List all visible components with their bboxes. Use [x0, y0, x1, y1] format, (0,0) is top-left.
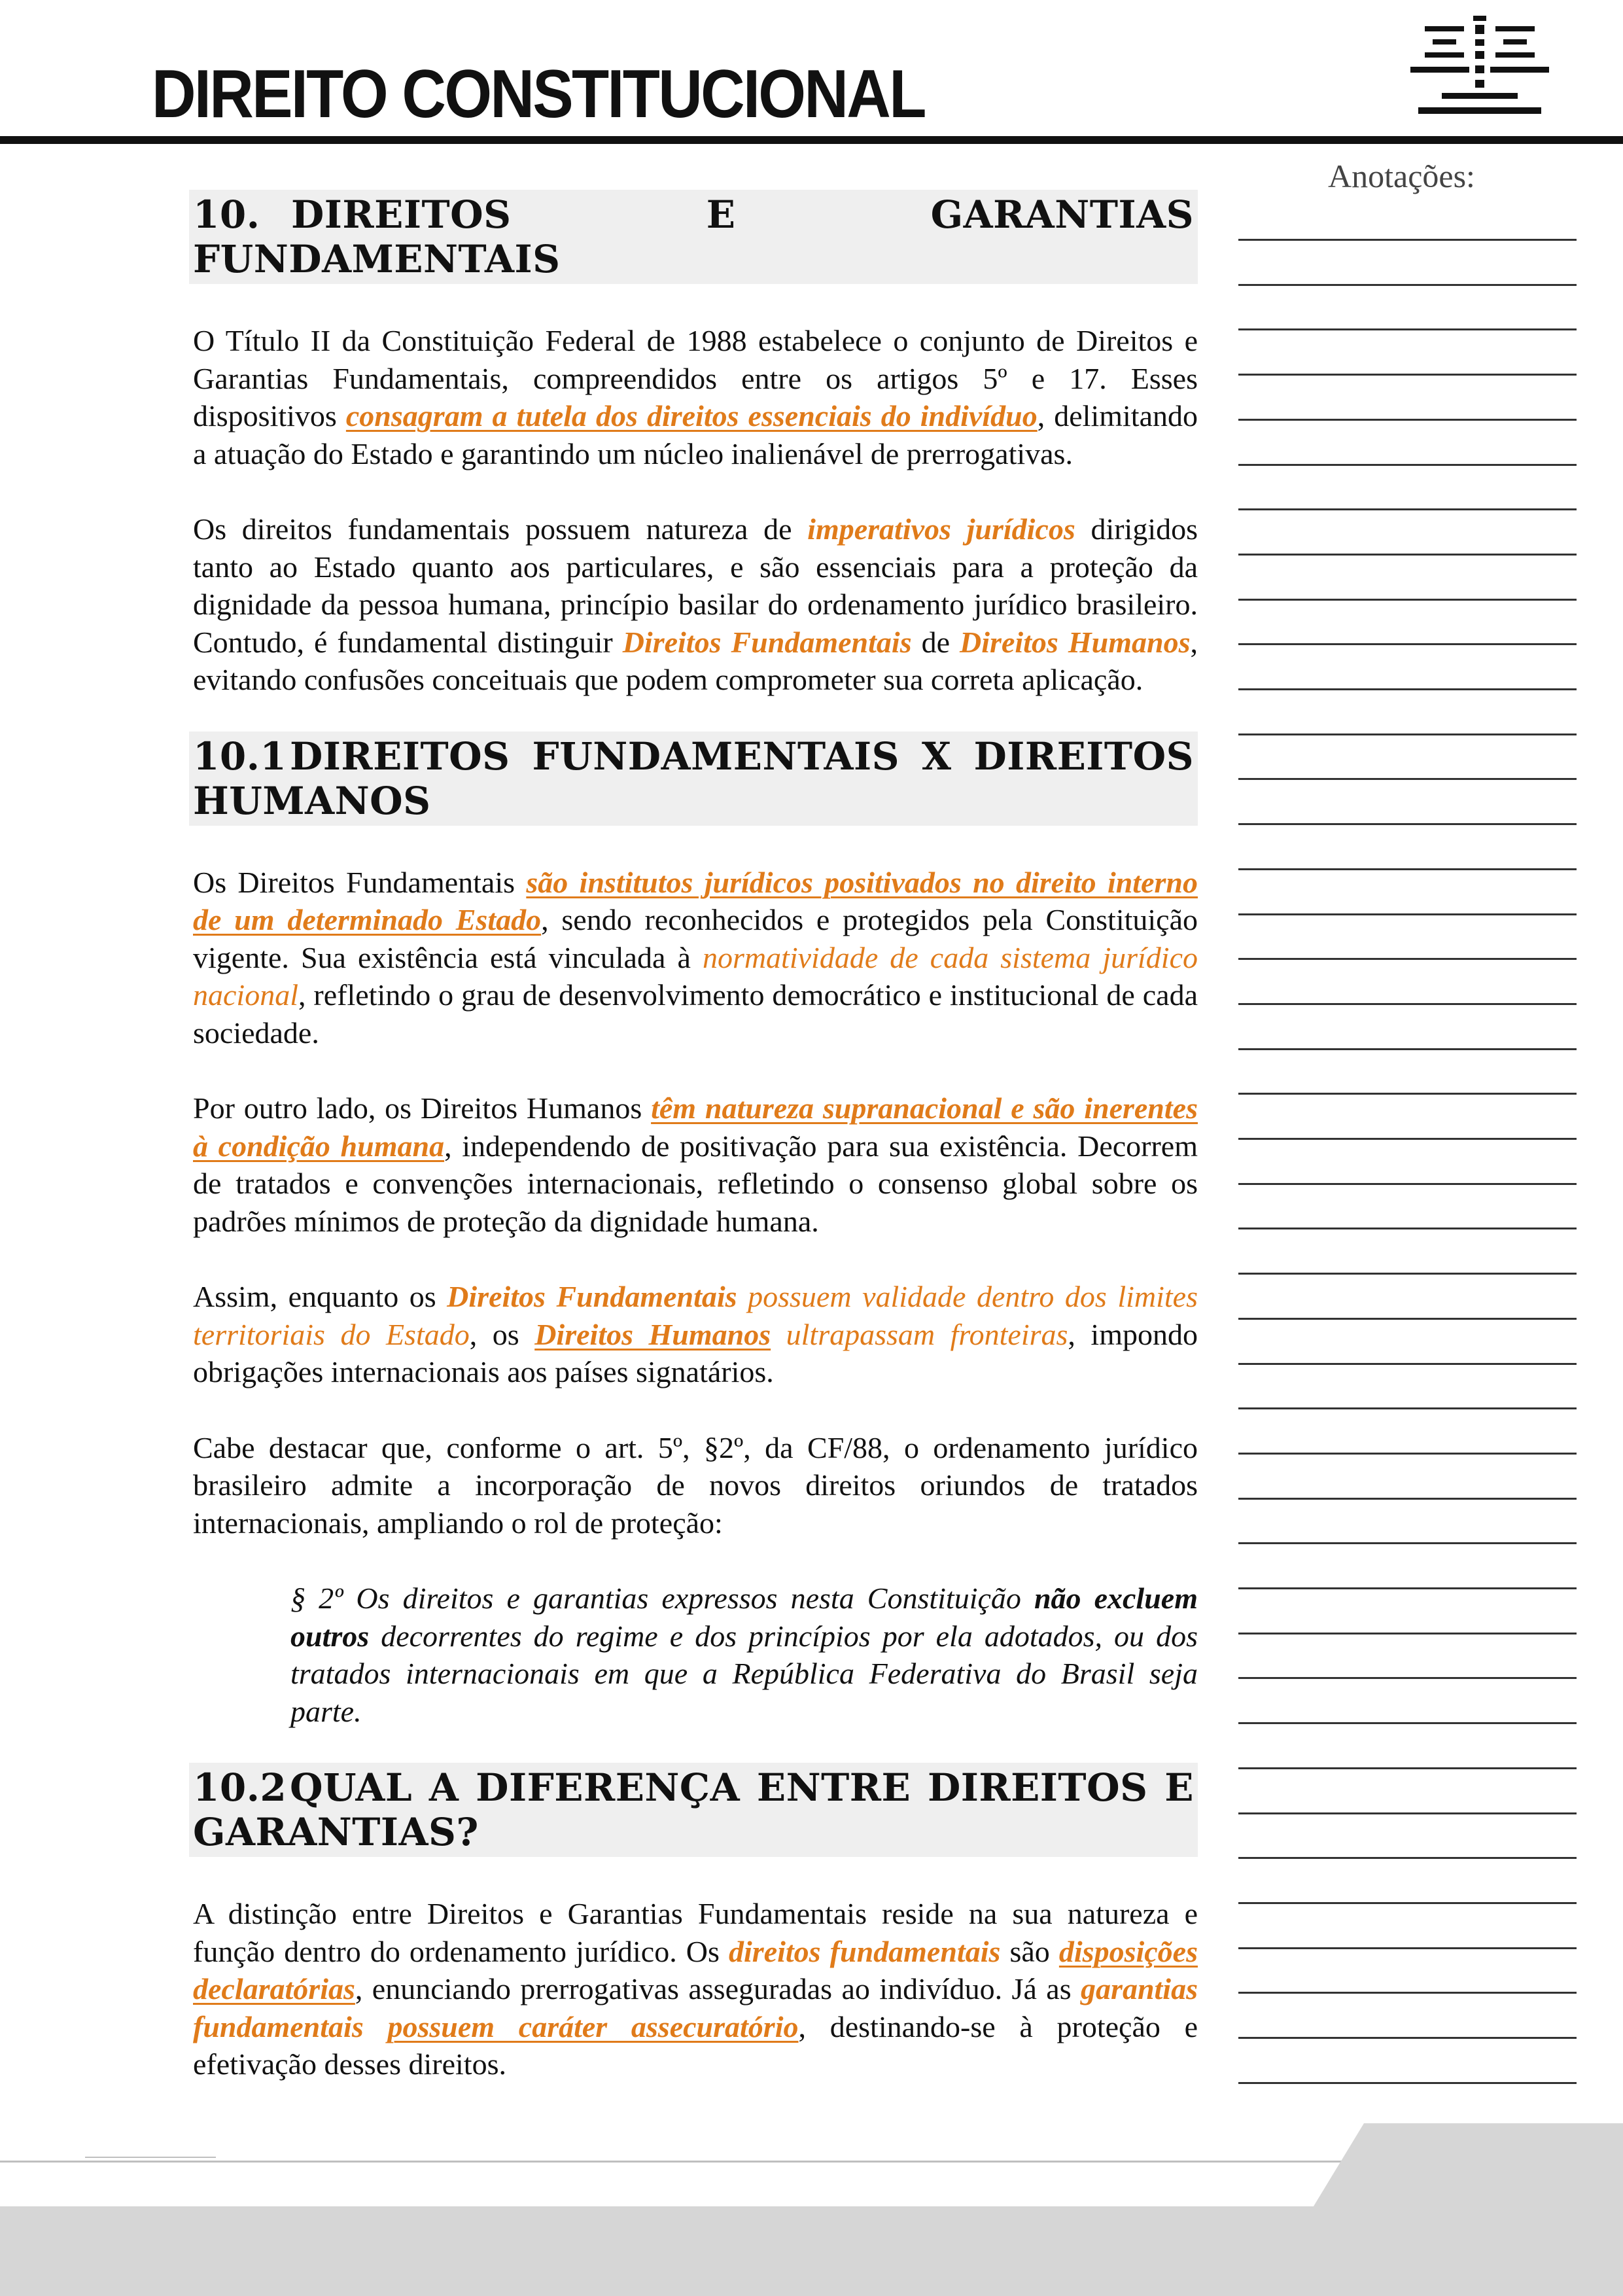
note-line — [1238, 1453, 1577, 1455]
paragraph — [193, 322, 1198, 472]
note-line — [1238, 464, 1577, 466]
text-run: , enunciando prerrogativas asseguradas ao indivíduo. Já as — [355, 1972, 1081, 2005]
legal-quote — [290, 1580, 1198, 1730]
text-run: Os Direitos Fundamentais — [193, 865, 527, 899]
section-title: QUAL A DIFERENÇA ENTRE DIREITOS E GARANTIAS? — [193, 1765, 1194, 1854]
note-line — [1238, 913, 1577, 915]
note-line — [1238, 1902, 1577, 1904]
note-line — [1238, 1633, 1577, 1634]
note-line — [1238, 374, 1577, 376]
note-line — [1238, 1542, 1577, 1544]
note-line — [1238, 1093, 1577, 1095]
highlight-text: têm natureza supranacional e são inerentes à condição humana — [193, 1091, 1198, 1163]
note-line — [1238, 328, 1577, 330]
section-title: DIREITOS FUNDAMENTAIS X DIREITOS HUMANOS — [193, 733, 1194, 823]
main-content — [193, 190, 1198, 2083]
highlight-text: ultrapassam fronteiras — [771, 1317, 1068, 1351]
paragraph — [193, 1278, 1198, 1391]
note-line — [1238, 419, 1577, 421]
highlight-text: possuem caráter assecuratório — [387, 2009, 799, 2043]
paragraph — [193, 510, 1198, 699]
highlight-text: Direitos Fundamentais — [622, 625, 912, 659]
section-heading-10-1 — [189, 732, 1198, 826]
note-line — [1238, 1498, 1577, 1500]
section-heading-10-2 — [189, 1763, 1198, 1857]
footer-rule — [0, 2161, 1495, 2163]
note-line — [1238, 868, 1577, 870]
text-run: , evitando confusões conceituais que podem comprometer sua correta aplicação. — [193, 625, 1198, 696]
note-line — [1238, 688, 1577, 690]
balance-scale-logo-icon — [1405, 16, 1554, 122]
text-run: , os — [469, 1317, 535, 1351]
text-run: , impondo obrigações internacionais aos países signatários. — [193, 1317, 1198, 1388]
highlight-text: imperativos jurídicos — [807, 512, 1075, 546]
text-run: , refletindo o grau de desenvolvimento democrático e institucional de cada sociedade. — [193, 978, 1198, 1050]
note-line — [1238, 778, 1577, 780]
highlight-text: possuem validade dentro dos limites territoriais do Estado — [193, 1280, 1198, 1351]
note-line — [1238, 733, 1577, 735]
highlight-text: garantias fundamentais — [193, 1972, 1198, 2043]
note-line — [1238, 1812, 1577, 1814]
page-header-title: DIREITO CONSTITUCIONAL — [152, 56, 925, 132]
note-line — [1238, 1587, 1577, 1589]
note-line — [1238, 823, 1577, 825]
note-line — [1238, 1227, 1577, 1229]
note-line — [1238, 1722, 1577, 1724]
note-line — [1238, 284, 1577, 286]
highlight-text: consagram a tutela dos direitos essenciais do indivíduo — [345, 399, 1038, 433]
text-run: § 2º Os direitos e garantias expressos nesta Constituição — [290, 1581, 1034, 1615]
note-line — [1238, 1003, 1577, 1005]
highlight-text: são institutos jurídicos positivados no direito interno de um determinado Estado — [193, 865, 1198, 936]
note-line — [1238, 958, 1577, 960]
text-run: A distinção entre Direitos e Garantias Fundamentais reside na sua natureza e função dentro do ordenamento jurídico. Os — [193, 1897, 1198, 1968]
section-title: DIREITOS E GARANTIAS FUNDAMENTAIS — [193, 192, 1194, 281]
note-line — [1238, 1857, 1577, 1859]
footer-band — [0, 2206, 1623, 2296]
highlight-text: Direitos Humanos — [960, 625, 1191, 659]
text-run: , delimitando a atuação do Estado e garantindo um núcleo inalienável de prerrogativas. — [193, 399, 1198, 470]
footer-rule-short — [85, 2157, 216, 2158]
highlight-text: direitos fundamentais — [729, 1934, 1001, 1968]
note-line — [1238, 1318, 1577, 1320]
paragraph — [193, 1895, 1198, 2083]
paragraph: Cabe destacar que, conforme o art. 5º, §2º, da CF/88, o ordenamento jurídico brasileiro admite a incorporação de novos direitos oriundos de tratados internacionais, ampliando o rol de proteção: — [193, 1430, 1198, 1540]
note-line — [1238, 1048, 1577, 1050]
note-line — [1238, 239, 1577, 241]
note-line — [1238, 1363, 1577, 1365]
note-line — [1238, 1183, 1577, 1185]
note-line — [1238, 2082, 1577, 2084]
text-run: são — [1000, 1934, 1059, 1968]
note-line — [1238, 1767, 1577, 1769]
text-run: , destinando-se à proteção e efetivação desses direitos. — [193, 2009, 1198, 2081]
section-number: 10. — [193, 192, 260, 237]
notes-title: Anotações: — [1328, 158, 1475, 194]
text-run: , independendo de positivação para sua existência. Decorrem de tratados e convenções internacionais, refletindo o consenso global sobre os padrões mínimos de proteção da dignidade humana. — [193, 1129, 1198, 1238]
highlight-text: Direitos Humanos — [534, 1317, 771, 1351]
paragraph — [193, 1089, 1198, 1240]
text-run: , sendo reconhecidos e protegidos pela Constituição vigente. Sua existência está vinculada à — [193, 903, 1198, 974]
text-run: Os direitos fundamentais possuem natureza de — [193, 512, 808, 546]
header-rule — [0, 136, 1623, 144]
note-line — [1238, 1992, 1577, 1994]
text-run: O Título II da Constituição Federal de 1988 estabelece o conjunto de Direitos e Garantias Fundamentais, compreendidos entre os artigos 5º e 17. Esses dispositivos — [193, 324, 1198, 433]
highlight-text: disposições declaratórias — [193, 1934, 1198, 2005]
footer-wedge-shape — [1308, 2123, 1623, 2215]
note-line — [1238, 554, 1577, 556]
note-line — [1238, 1407, 1577, 1409]
note-line — [1238, 1677, 1577, 1679]
highlight-text: Direitos Fundamentais — [447, 1280, 737, 1313]
text-run: decorrentes do regime e dos princípios por ela adotados, ou dos tratados internacionais em que a República Federativa do Brasil seja parte. — [290, 1619, 1198, 1728]
text-run: dirigidos tanto ao Estado quanto aos particulares, e são essenciais para a proteção da dignidade da pessoa humana, princípio basilar do ordenamento jurídico brasileiro. Contudo, é fundamental distinguir — [193, 512, 1198, 659]
note-line — [1238, 1273, 1577, 1275]
section-number: 10.2 — [193, 1765, 287, 1810]
note-line — [1238, 2037, 1577, 2039]
text-run — [364, 2010, 388, 2043]
note-line — [1238, 1138, 1577, 1140]
paragraph — [193, 864, 1198, 1052]
section-number: 10.1 — [193, 733, 287, 779]
note-line — [1238, 599, 1577, 601]
note-line — [1238, 508, 1577, 510]
bold-text: não excluem outros — [290, 1581, 1198, 1653]
text-run: de — [911, 625, 960, 659]
note-line — [1238, 643, 1577, 645]
section-heading-10 — [189, 190, 1198, 284]
text-run: Assim, enquanto os — [193, 1280, 447, 1313]
text-run: Por outro lado, os Direitos Humanos — [193, 1091, 652, 1125]
note-line — [1238, 1947, 1577, 1949]
highlight-text: normatividade de cada sistema jurídico nacional — [193, 940, 1198, 1012]
